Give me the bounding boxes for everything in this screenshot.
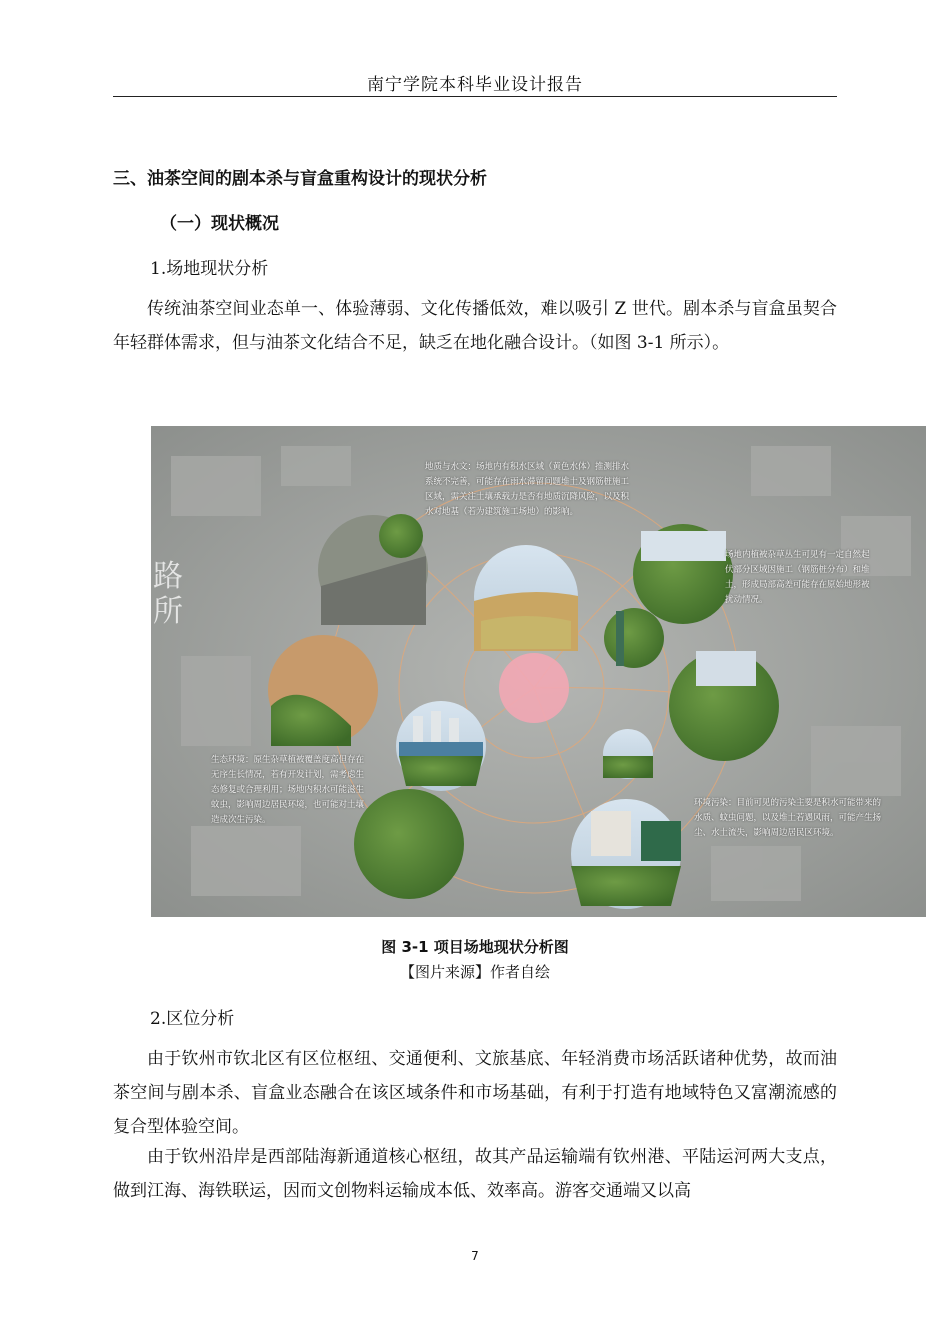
photo-street: [571, 799, 681, 909]
section-title: 三、油茶空间的剧本杀与盲盒重构设计的现状分析: [113, 169, 487, 189]
photo-vegetation-2: [669, 651, 779, 761]
note-pollution: 环境污染：目前可见的污染主要是积水可能带来的水质、蚊虫问题，以及堆土若遇风雨，可能产生扬尘、水土流失，影响周边居民区环境。: [694, 798, 882, 838]
site-analysis-figure: [151, 426, 926, 917]
page-header-title: 南宁学院本科毕业设计报告: [367, 75, 583, 95]
map-label-road: 路: [153, 559, 183, 594]
page-number: 7: [471, 1249, 479, 1263]
paragraph-3: 由于钦州沿岸是西部陆海新通道核心枢纽，故其产品运输端有钦州港、平陆运河两大支点，做到江海、海铁联运，因而文创物料运输成本低、效率高。游客交通端又以高: [113, 1147, 837, 1201]
header-rule: [113, 96, 837, 97]
figure-source: 【图片来源】作者自绘: [399, 963, 550, 981]
photo-grass: [354, 789, 464, 899]
subheading-location-analysis: 2.区位分析: [150, 1009, 235, 1029]
site-center-marker: [499, 653, 569, 723]
photo-fence: [604, 608, 664, 668]
note-ecology: 生态环境：原生杂草植被覆盖度高但存在无序生长情况，若有开发计划，需考虑生态修复或合理利用；场地内积水可能滋生蚊虫，影响周边居民环境，也可能对土壤造成次生污染。: [211, 755, 365, 825]
subsection-title: （一）现状概况: [160, 214, 279, 234]
figure-caption: 图 3-1 项目场地现状分析图: [381, 938, 569, 956]
paragraph-2: 由于钦州市钦北区有区位枢纽、交通便利、文旅基底、年轻消费市场活跃诸种优势，故而油茶空间与剧本杀、盲盒业态融合在该区域条件和市场基础，有利于打造有地域特色又富潮流感的复合型体验空间。: [113, 1049, 837, 1137]
photo-canal: [603, 729, 653, 779]
photo-buildings: [396, 701, 486, 791]
note-geology: 地质与水文：场地内有积水区域（黄色水体）推测排水系统不完善，可能存在雨水滞留问题堆土及钢筋桩施工区域，需关注土壤承载力是否有地质沉降风险，以及积水对地基（若为建筑施工场地）的影响。: [425, 462, 630, 517]
map-label-place: 所: [153, 594, 183, 629]
paragraph-1: 传统油茶空间业态单一、体验薄弱、文化传播低效，难以吸引 Z 世代。剧本杀与盲盒虽契合年轻群体需求，但与油茶文化结合不足，缺乏在地化融合设计。（如图 3-1 所示）。: [113, 299, 837, 353]
subheading-site-analysis: 1.场地现状分析: [150, 259, 269, 279]
note-vegetation: 场地内植被杂草丛生可见有一定自然起伏部分区域因施工（钢筋桩分布）和堆土，形成局部高差可能存在原始地形被扰动情况。: [725, 550, 870, 605]
photo-water: [474, 545, 578, 651]
photo-vegetation-1: [633, 524, 733, 624]
